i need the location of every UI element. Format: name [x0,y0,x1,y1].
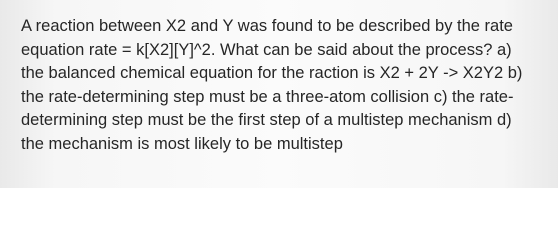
question-text: A reaction between X2 and Y was found to be described by the rate equation rate = k[X2][Y]^2. What can be said about the process? a) the balanced chemical equation for the raction is X2 + 2Y -> X2Y2 b) the rate-determining step must be a three-atom collision c) the rate-determining step must be the first step of a multistep mechanism d) the mechanism is most likely to be multistep [21,17,523,153]
